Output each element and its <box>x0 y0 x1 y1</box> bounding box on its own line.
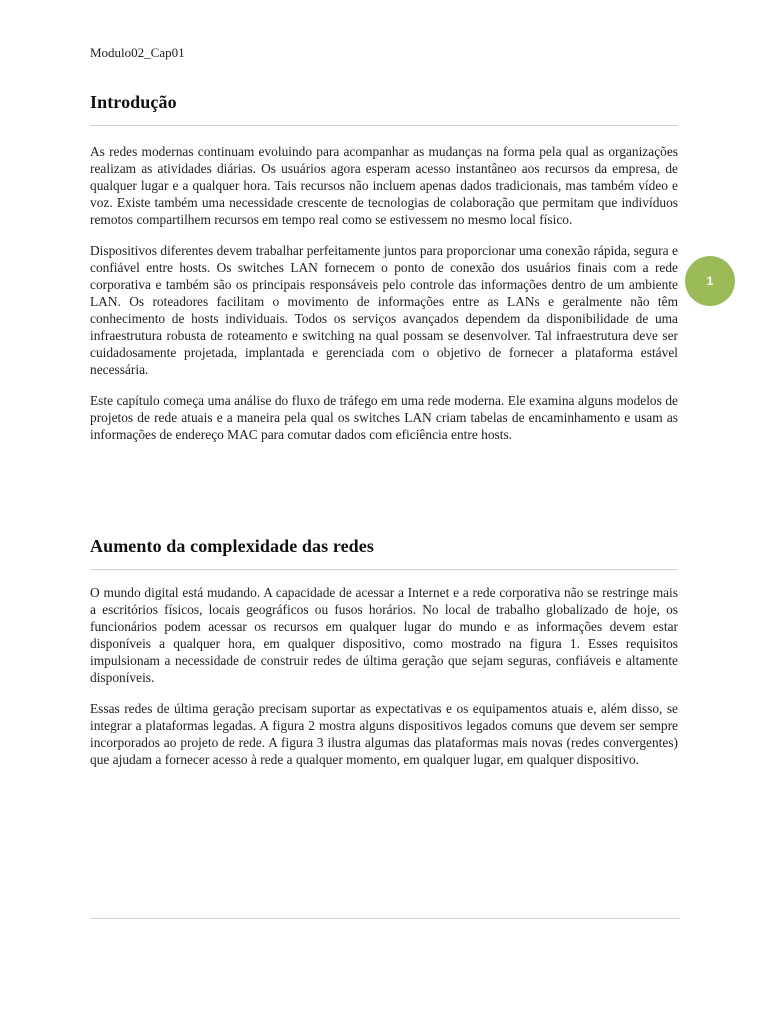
page-number-badge: 1 <box>685 256 735 306</box>
section-body <box>90 126 678 443</box>
section-aumento-complexidade <box>90 536 678 782</box>
paragraph: Este capítulo começa uma análise do fluxo de tráfego em uma rede moderna. Ele examina alguns modelos de projetos de rede atuais e a maneira pela qual os switches LAN criam tabelas de encaminhamento e usam as informações de endereço MAC para comutar dados com eficiência entre hosts. <box>90 393 678 442</box>
running-header: Modulo02_Cap01 <box>90 45 185 60</box>
paragraph: Dispositivos diferentes devem trabalhar perfeitamente juntos para proporcionar uma conexão rápida, segura e confiável entre hosts. Os switches LAN fornecem o ponto de conexão dos usuários finais com a rede corporativa e também são os principais responsáveis pelo controle das informações dentro de um ambiente LAN. Os roteadores facilitam o movimento de informações entre as LANs e geralmente não têm conhecimento de hosts individuais. Todos os serviços avançados dependem da disponibilidade de uma infraestrutura robusta de roteamento e switching na qual possam se desenvolver. Tal infraestrutura deve ser cuidadosamente projetada, implantada e gerenciada com o objetivo de fornecer a plataforma estável necessária. <box>90 243 678 377</box>
paragraph: O mundo digital está mudando. A capacidade de acessar a Internet e a rede corporativa não se restringe mais a escritórios físicos, locais geográficos ou fusos horários. No local de trabalho globalizado de hoje, os funcionários podem acessar os recursos em qualquer lugar do mundo e as informações devem estar disponíveis a qualquer hora, em qualquer dispositivo, como mostrado na figura 1. Esses requisitos impulsionam a necessidade de construir redes de última geração que sejam seguras, confiáveis e altamente disponíveis. <box>90 585 678 685</box>
section-body <box>90 570 678 768</box>
paragraph: As redes modernas continuam evoluindo para acompanhar as mudanças na forma pela qual as organizações realizam as atividades diárias. Os usuários agora esperam acesso instantâneo aos recursos da empresa, de qualquer lugar e a qualquer hora. Tais recursos não incluem apenas dados tradicionais, mas também vídeo e voz. Existe também uma necessidade crescente de tecnologias de colaboração que permitam que indivíduos remotos compartilhem recursos em tempo real como se estivessem no mesmo local físico. <box>90 144 678 227</box>
section-introducao <box>90 92 678 457</box>
section-title: Aumento da complexidade das redes <box>90 536 374 556</box>
footer-divider <box>90 918 680 919</box>
paragraph: Essas redes de última geração precisam suportar as expectativas e os equipamentos atuais e, além disso, se integrar a plataformas legadas. A figura 2 mostra alguns dispositivos legados comuns que devem ser sempre incorporados ao projeto de rede. A figura 3 ilustra algumas das plataformas mais novas (redes convergentes) que ajudam a fornecer acesso à rede a qualquer momento, em qualquer lugar, em qualquer dispositivo. <box>90 701 678 767</box>
section-title: Introdução <box>90 92 177 112</box>
